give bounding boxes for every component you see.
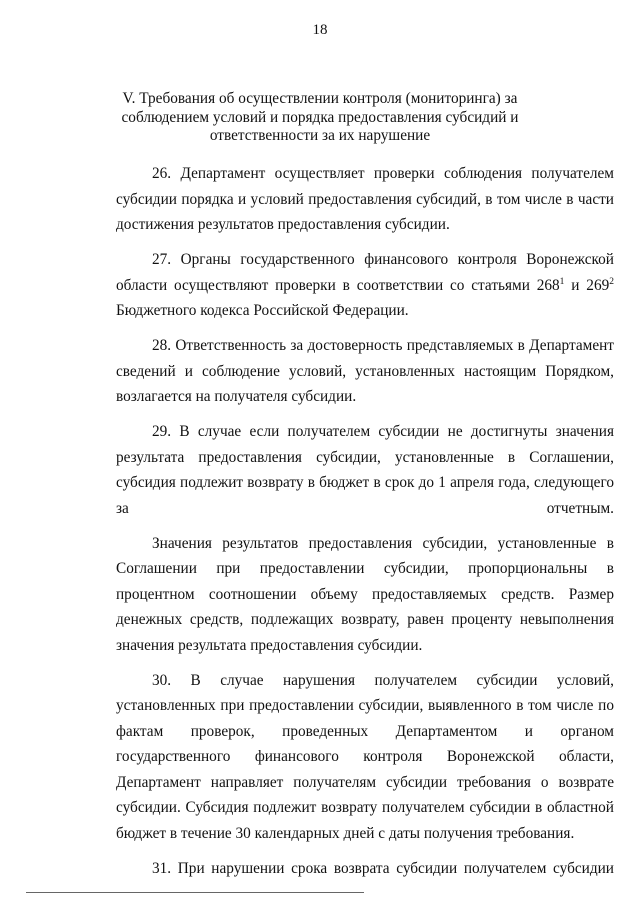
paragraph-30: 30. В случае нарушения получателем субсидии условий, установленных при предоставлении субсидии, выявленного в том числе по фактам проверок, проведенных Департаментом и органом государственного финансового контроля Воронежской области, Департамент направляет получателям субсидии требования о возврате субсидии. Субсидия подлежит возврату получателем субсидии в областной бюджет в течение 30 календарных дней с даты получения требования.: [116, 671, 614, 842]
paragraph-26: 26. Департамент осуществляет проверки соблюдения получателем субсидии порядка и условий предоставления субсидий, в том числе в части достижения результатов предоставления субсидии.: [116, 165, 614, 233]
page-number: 18: [312, 22, 328, 38]
paragraph-28: 28. Ответственность за достоверность представляемых в Департамент сведений и соблюдение условий, установленных настоящим Порядком, возлагается на получателя субсидии.: [116, 337, 614, 405]
document-body: [116, 161, 614, 881]
paragraph-31: 31. При нарушении срока возврата субсидии получателем субсидии: [152, 859, 614, 877]
superscript-1: 1: [559, 276, 565, 287]
section-title: V. Требования об осуществлении контроля (мониторинга) за соблюдением условий и порядка предоставления субсидий и ответственности за их нарушение: [121, 90, 519, 144]
paragraph-27-text-c: Бюджетного кодекса Российской Федерации.: [116, 302, 409, 319]
paragraph-27: [116, 247, 614, 324]
bottom-rule: [26, 892, 364, 893]
paragraph-27-text-b: и 269: [564, 276, 610, 294]
paragraph-29: 29. В случае если получателем субсидии не достигнуты значения результата предоставления субсидии, установленные в Соглашении, субсидия подлежит возврату в бюджет в срок до 1 апреля года, следующего за отчетным.: [116, 423, 614, 517]
paragraph-27-text-a: 27. Органы государственного финансового контроля Воронежской области осуществляют проверки в соответствии со статьями 268: [116, 251, 614, 294]
superscript-2: 2: [609, 276, 614, 287]
paragraph-29-continuation: Значения результатов предоставления субсидии, установленные в Соглашении при предоставлении субсидии, пропорциональны в процентном соотношении объему предоставляемых средств. Размер денежных средств, подлежащих возврату, равен проценту невыполнения значения результата предоставления субсидии.: [116, 534, 614, 654]
